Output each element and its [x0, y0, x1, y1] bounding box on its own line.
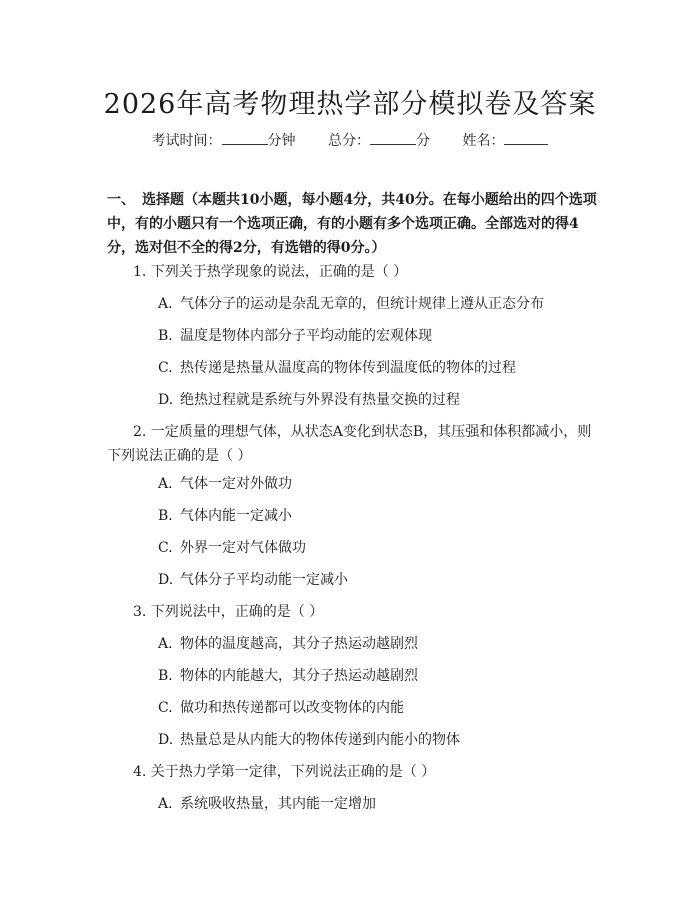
option-letter: C. — [158, 540, 173, 556]
time-field — [152, 133, 300, 149]
option-2a — [158, 472, 598, 496]
option-4a — [158, 792, 598, 816]
name-blank — [504, 132, 548, 145]
option-letter: B. — [158, 668, 173, 684]
option-3b — [158, 664, 598, 688]
option-3d — [158, 728, 598, 752]
option-text: 气体内能一定减小 — [180, 508, 292, 524]
exam-meta — [0, 130, 700, 150]
time-label: 考试时间： — [151, 133, 222, 149]
option-3c — [158, 696, 598, 720]
section-heading: 一、 选择题（本题共10小题，每小题4分，共40分。在每小题给出的四个选项中，有的小题只有一个选项正确，有的小题有多个选项正确。全部选对的得4分，选对但不全的得2分，有选错的得0分。） — [107, 192, 597, 256]
option-text: 热传递是热量从温度高的物体传到温度低的物体的过程 — [180, 360, 516, 376]
option-1b — [158, 324, 598, 348]
option-letter: A. — [158, 796, 173, 812]
option-text: 气体分子的运动是杂乱无章的，但统计规律上遵从正态分布 — [180, 296, 544, 312]
score-field — [328, 133, 434, 149]
option-letter: A. — [158, 296, 173, 312]
question-1 — [107, 260, 602, 284]
option-letter: A. — [158, 476, 173, 492]
option-letter: D. — [158, 392, 174, 408]
option-letter: D. — [158, 732, 174, 748]
page-title: 2026年高考物理热学部分模拟卷及答案 — [103, 89, 597, 120]
option-1a — [158, 292, 598, 316]
option-2b — [158, 504, 598, 528]
option-text: 物体的内能越大，其分子热运动越剧烈 — [180, 668, 418, 684]
option-text: 物体的温度越高，其分子热运动越剧烈 — [180, 636, 418, 652]
option-2c — [158, 536, 598, 560]
score-blank — [370, 132, 416, 145]
question-4 — [107, 760, 602, 784]
name-label: 姓名： — [462, 133, 505, 149]
option-2d — [158, 568, 598, 592]
option-text: 系统吸收热量，其内能一定增加 — [180, 796, 376, 812]
option-text: 气体一定对外做功 — [180, 476, 292, 492]
name-field — [462, 133, 548, 149]
question-stem: 2. 一定质量的理想气体，从状态A变化到状态B，其压强和体积都减小，则下列说法正确的是（ ） — [107, 424, 592, 464]
option-letter: A. — [158, 636, 173, 652]
option-text: 热量总是从内能大的物体传递到内能小的物体 — [180, 732, 460, 748]
option-letter: C. — [158, 360, 173, 376]
option-text: 外界一定对气体做功 — [180, 540, 306, 556]
option-text: 温度是物体内部分子平均动能的宏观体现 — [180, 328, 432, 344]
score-label: 总分： — [328, 133, 370, 149]
option-text: 绝热过程就是系统与外界没有热量交换的过程 — [180, 392, 460, 408]
question-stem: 3. 下列说法中，正确的是（ ） — [133, 604, 324, 620]
score-unit: 分 — [416, 133, 430, 149]
option-text: 气体分子平均动能一定减小 — [180, 572, 348, 588]
question-3 — [107, 600, 602, 624]
question-stem: 4. 关于热力学第一定律，下列说法正确的是（ ） — [133, 764, 436, 780]
option-1c — [158, 356, 598, 380]
option-1d — [158, 388, 598, 412]
option-letter: B. — [158, 508, 173, 524]
option-letter: B. — [158, 328, 173, 344]
time-blank — [222, 132, 268, 145]
option-letter: D. — [158, 572, 174, 588]
question-stem: 1. 下列关于热学现象的说法，正确的是（ ） — [133, 264, 408, 280]
option-text: 做功和热传递都可以改变物体的内能 — [180, 700, 404, 716]
time-unit: 分钟 — [267, 133, 296, 149]
option-3a — [158, 632, 598, 656]
option-letter: C. — [158, 700, 173, 716]
question-2 — [107, 420, 602, 468]
